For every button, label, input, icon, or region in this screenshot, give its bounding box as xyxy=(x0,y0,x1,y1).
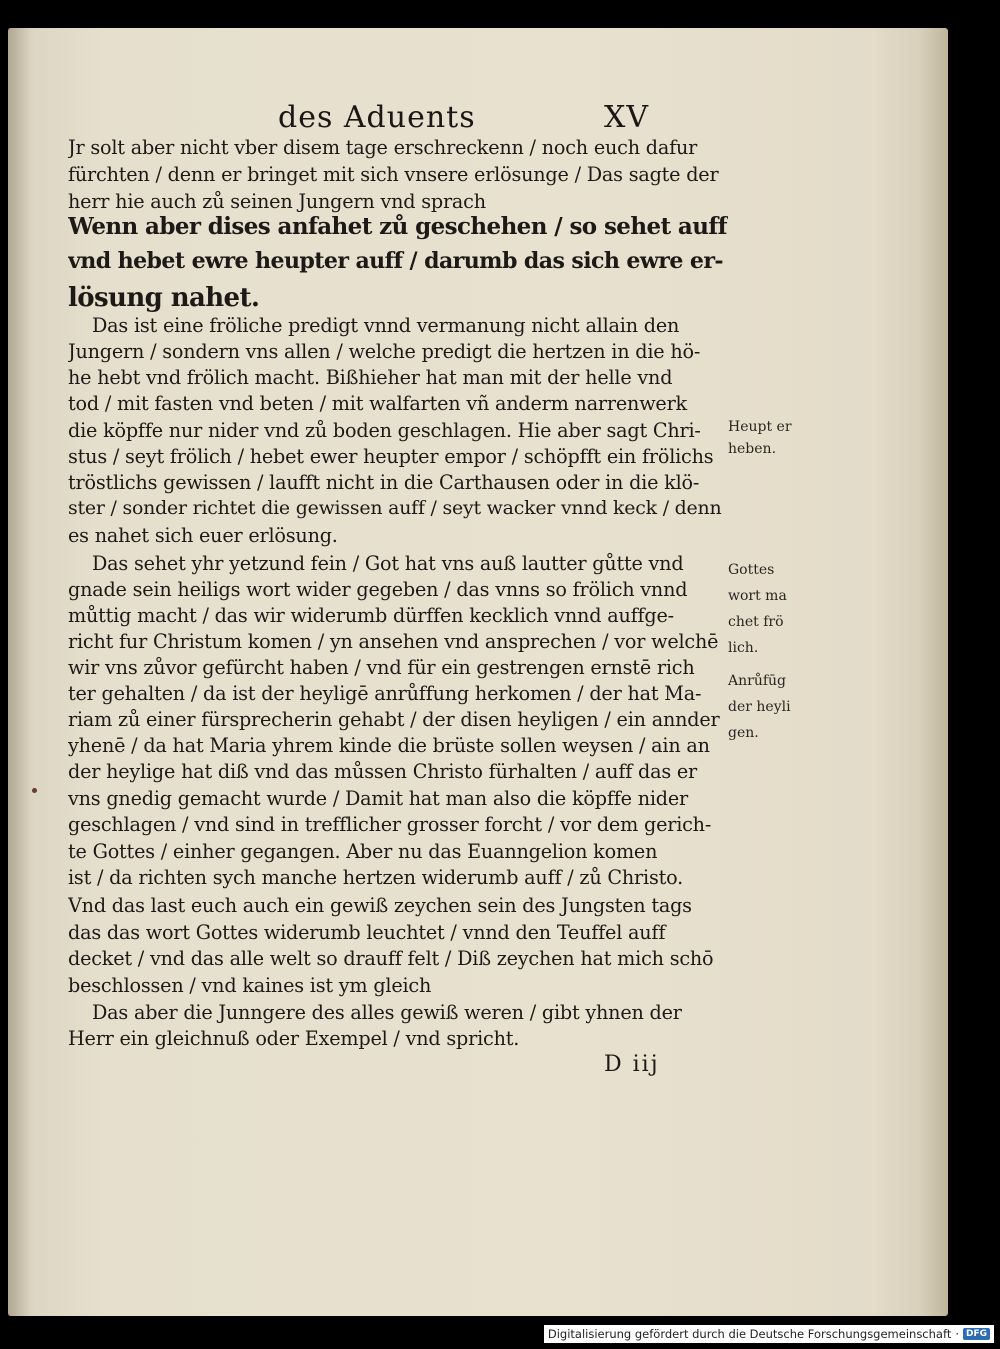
marginal-note xyxy=(728,414,818,462)
text-line: tröstlichs gewissen / laufft nicht in die Carthausen oder in die klö- xyxy=(68,471,700,494)
running-title: des Aduents xyxy=(278,100,476,135)
marginal-note-line: lich. xyxy=(728,640,759,656)
text-line: Herr ein gleichnuß oder Exempel / vnd spricht. xyxy=(68,1027,520,1050)
text-line: geschlagen / vnd sind in trefflicher grosser forcht / vor dem gerich- xyxy=(68,813,712,836)
footer-text: Digitalisierung gefördert durch die Deutsche Forschungsgemeinschaft xyxy=(547,1327,952,1341)
marginal-note-line: chet frö xyxy=(728,614,784,630)
text-line: Jr solt aber nicht vber disem tage erschreckenn / noch euch dafur xyxy=(68,136,698,159)
page-gutter-shadow xyxy=(8,28,30,1316)
text-line: wir vns zůvor gefürcht haben / vnd für ein gestrengen ernstē rich xyxy=(68,656,695,679)
marginal-note-line: Heupt er xyxy=(728,419,792,435)
text-line: decket / vnd das alle welt so drauff felt / Diß zeychen hat mich schō xyxy=(68,947,714,970)
scripture-line: lösung nahet. xyxy=(68,283,260,313)
marginal-note-line: wort ma xyxy=(728,588,787,604)
text-line: Das sehet yhr yetzund fein / Got hat vns auß lautter gůtte vnd xyxy=(92,552,684,575)
text-line: gnade sein heiligs wort wider gegeben / das vnns so frölich vnnd xyxy=(68,578,688,601)
scripture-line: vnd hebet ewre heupter auff / darumb das sich ewre er- xyxy=(68,248,723,274)
text-line: der heylige hat diß vnd das můssen Christo fürhalten / auff das er xyxy=(68,760,698,783)
scripture-line: Wenn aber dises anfahet zů geschehen / so sehet auff xyxy=(68,213,727,240)
marginal-note xyxy=(728,557,818,661)
dfg-logo-icon: DFG xyxy=(963,1328,990,1340)
marginal-note-line: der heyli xyxy=(728,699,791,715)
text-line: Das ist eine fröliche predigt vnnd vermanung nicht allain den xyxy=(92,314,680,337)
text-line: ter gehalten / da ist der heyligē anrůffung herkomen / der hat Ma- xyxy=(68,682,702,705)
text-line: te Gottes / einher gegangen. Aber nu das Euanngelion komen xyxy=(68,840,658,863)
text-line: riam zů einer fürsprecherin gehabt / der disen heyligen / ein annder xyxy=(68,708,720,731)
text-line: yhenē / da hat Maria yhrem kinde die brüste sollen weysen / ain an xyxy=(68,734,710,757)
text-line: Vnd das last euch auch ein gewiß zeychen sein des Jungsten tags xyxy=(68,894,692,917)
ink-spot xyxy=(32,788,37,793)
text-line: beschlossen / vnd kaines ist ym gleich xyxy=(68,974,432,997)
marginal-note-line: gen. xyxy=(728,725,759,741)
text-line: můttig macht / das wir widerumb dürffen kecklich vnnd auffge- xyxy=(68,604,674,627)
funding-footer xyxy=(544,1325,994,1343)
text-line: he hebt vnd frölich macht. Bißhieher hat man mit der helle vnd xyxy=(68,366,673,389)
marginal-note-line: Anrůfūg xyxy=(728,673,786,689)
running-header xyxy=(270,100,670,140)
text-line: ster / sonder richtet die gewissen auff / seyt wacker vnnd keck / denn xyxy=(68,497,722,519)
text-line: herr hie auch zů seinen Jungern vnd sprach xyxy=(68,190,486,213)
signature-mark: D iij xyxy=(604,1052,660,1077)
marginal-note-line: heben. xyxy=(728,441,777,457)
text-line: die köpffe nur nider vnd zů boden geschlagen. Hie aber sagt Chri- xyxy=(68,419,701,442)
marginal-note-line: Gottes xyxy=(728,562,775,578)
text-line: richt fur Christum komen / yn ansehen vnd ansprechen / vor welchē xyxy=(68,630,719,653)
text-line: stus / seyt frölich / hebet ewer heupter empor / schöpfft ein frölichs xyxy=(68,445,714,468)
marginal-note xyxy=(728,668,818,746)
folio-number: XV xyxy=(604,100,650,135)
text-line: ist / da richten sych manche hertzen widerumb auff / zů Christo. xyxy=(68,866,684,889)
text-line: vns gnedig gemacht wurde / Damit hat man also die köpffe nider xyxy=(68,787,689,810)
footer-separator: · xyxy=(955,1327,959,1341)
text-line: Jungern / sondern vns allen / welche predigt die hertzen in die hö- xyxy=(68,340,701,363)
text-line: tod / mit fasten vnd beten / mit walfarten vñ anderm narrenwerk xyxy=(68,392,687,415)
text-line: Das aber die Junngere des alles gewiß weren / gibt yhnen der xyxy=(92,1001,682,1024)
text-line: fürchten / denn er bringet mit sich vnsere erlösunge / Das sagte der xyxy=(68,163,719,186)
text-line: das das wort Gottes widerumb leuchtet / vnnd den Teuffel auff xyxy=(68,921,666,944)
text-line: es nahet sich euer erlösung. xyxy=(68,524,338,547)
